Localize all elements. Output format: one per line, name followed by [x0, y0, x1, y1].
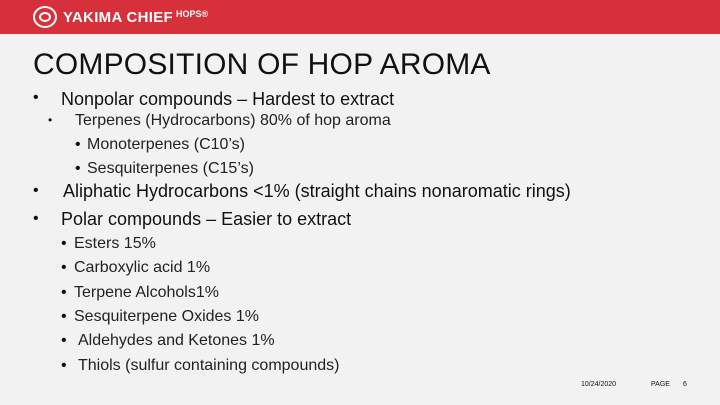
hop-logo-icon	[33, 6, 57, 28]
bullet-dot: •	[61, 259, 67, 276]
bullet-esters: Esters 15%	[74, 235, 156, 252]
bullet-aliphatic: Aliphatic Hydrocarbons <1% (straight chains nonaromatic rings)	[63, 181, 571, 201]
logo	[33, 6, 208, 28]
footer-date: 10/24/2020	[581, 381, 617, 388]
bullet-dot: •	[61, 308, 67, 325]
bullet-dot: •	[61, 284, 67, 301]
bullet-dot: •	[48, 113, 53, 127]
logo-text: YAKIMA CHIEF	[63, 8, 173, 26]
bullet-sesquiterpene-oxides: Sesquiterpene Oxides 1%	[74, 308, 259, 325]
bullet-terpenes: Terpenes (Hydrocarbons) 80% of hop aroma	[75, 112, 391, 129]
bullet-carboxylic: Carboxylic acid 1%	[74, 259, 211, 276]
bullet-dot: •	[33, 182, 39, 199]
bullet-nonpolar: Nonpolar compounds – Hardest to extract	[61, 89, 395, 109]
bullet-dot: •	[33, 210, 39, 227]
header-bar	[0, 0, 720, 34]
bullet-dot: •	[61, 235, 67, 252]
footer-page-number: 6	[683, 381, 687, 388]
bullet-sesquiterpenes: Sesquiterpenes (C15’s)	[87, 160, 254, 177]
bullet-terpene-alcohols: Terpene Alcohols1%	[74, 284, 219, 301]
bullet-thiols: Thiols (sulfur containing compounds)	[78, 357, 340, 374]
slide-title: COMPOSITION OF HOP AROMA	[33, 48, 491, 81]
bullet-aldehydes: Aldehydes and Ketones 1%	[78, 332, 275, 349]
bullet-dot: •	[33, 89, 39, 106]
footer-page-label: PAGE	[651, 381, 670, 388]
bullet-dot: •	[75, 160, 81, 177]
logo-subtext: HOPS®	[176, 9, 209, 19]
bullet-dot: •	[75, 136, 81, 153]
bullet-dot: •	[61, 332, 67, 349]
bullet-monoterpenes: Monoterpenes (C10’s)	[87, 136, 246, 153]
bullet-polar: Polar compounds – Easier to extract	[61, 209, 352, 229]
bullet-dot: •	[61, 357, 67, 374]
